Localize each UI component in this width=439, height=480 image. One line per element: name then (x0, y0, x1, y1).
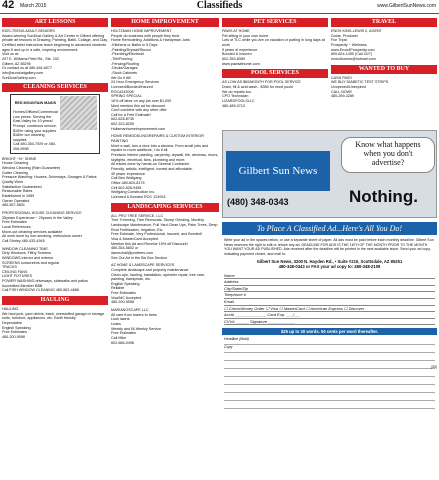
thirty-word-marker: (30) (430, 365, 437, 370)
payment-options[interactable]: ☐ Check/Money Order ☐ Visa ☐ MasterCard ☐ American Express ☐ Discover (224, 306, 435, 313)
paws-at-home-ad: PAWS AT HOME Pet sitting in your own home Lots of TLC while you are on vacation or putting in long days at work 9 years of experience Bonded & Insured 602-359-8389 www.pawsathome.com (222, 29, 325, 66)
form-instructions: Write your ad in the spaces below, or use a separate sheet of paper. All ads must be paid before each monthly deadline. Gilbert Sun News reserves the right to edit or refuse any ad. DEADLINE FOR ADS IS THE 16TH OF THE MONTH PRIOR TO THE MONTH YOU WANT YOUR AD PUBLISHED. Ads received after the deadline will be printed in the next available issue. Send your ad copy, indicating payment choice, and mail to: (224, 238, 434, 257)
promo-phone: (480) 348-0343 (227, 197, 289, 207)
page-number: 42 (2, 0, 15, 11)
window-cleaning-ad: WINDOW CLEANING TIME Dirty Windows, Filthy Screens WINDOWS interior and exterior SCREENS sunscreens and regular TRACKS CEILING FANS LIGHT FIXTURES POWER WASHING driveways, sidewalks and patios Accredited Member BBB Call FISH WINDOW CLEANING 480-562-4688 (2, 246, 88, 293)
column-1 (2, 16, 108, 343)
form-fields (224, 273, 435, 326)
section-title: Classifieds (196, 0, 243, 11)
ad-copy-grid[interactable] (224, 337, 435, 411)
issue-date: March 2015 (20, 3, 47, 9)
rate-banner: $25 up to 30 words. 50 cents per word thereafter. (222, 328, 437, 335)
wanted-header: WANTED TO BUY (331, 65, 437, 74)
all-pro-tree-ad: ALL PRO TREE SERVICE, LLC Tree Trimming, Tree Removals, Stump Grinding, Monthly Landscape Maintenance, Full Yard Clean Ups, Palm Trees, Deep Root Fertilization, Irrigation, Etc. Free Estimate, Very Professional, Insured, and Bonded! Visa & MasterCard Accepted Mention this Ad and Receive 15% off Discount! 480-354-5802 or danmchall@protrees.com See Our Ad in the Biz Box Section (111, 213, 218, 260)
website-url: www.GilbertSunNews.com (377, 3, 436, 9)
address-field[interactable]: Address (224, 279, 435, 286)
art-lessons-ad: KIDS-TEENS-ADULT-SENIORS Award-winning SunDust Gallery & Art Center in Gilbert offering private art lessons in Drawing, Painting, Batik, Collage, and Clay. Certified artist instructors teach beginning to advanced students ages 6 and up in a safe, inspiring environment. Visit us at: 207 E. Williams Field Rd., Ste. 102 Gilbert, AZ 85295 Or contact us at 480-464-6077 info@sundustgallery.com SunDustGallery.com (2, 29, 108, 80)
email-field[interactable]: Email (224, 299, 435, 306)
marianoscape-ad: MARIANOSCAPE LLC All care from towers to trees Lush lawns Leaks Weekly and Bi-Weekly Service Free Estimates Call Mike 602-686-0498 (111, 308, 162, 345)
pool-service-ad: AS LOW AS $60/MONTH FOR POOL SERVICE Drain, fill & acid wash - $350 for most pools We do repairs too. CPO Technician LIZARDPOOLSLLC 480-489-0713 (222, 80, 301, 108)
hauling-header: HAULING (2, 296, 108, 305)
maid-photo (60, 96, 97, 130)
red-mountain-maids-ad (10, 94, 100, 154)
home-improvement-header: HOME IMPROVEMENT (111, 18, 219, 27)
az-home-landscape-ad: AZ HOME & LANDSCAPE SERVICES Complete landscape and property maintenance Clean-ups, hauling, installation, sprinkler repair, tree care, painting, handyman, etc. English Speaking Reliable Free Estimates Visa/MC Accepted 480-200-9598 (111, 263, 206, 305)
wolfgang-ad: HOME REMODELING/REPAIRS & CUSTOM INTERIOR PAINTING More a wall, turn a door into a window. From small jobs and repairs to room additions, I do it all. Precision interior painting, carpentry, drywall, tile, windows, doors, skylights, electrical, fans, plumbing and more. All trades done by hands-on General Contractor Friendly, artistic, intelligent, honest and affordable. 40 years' experience. Call Ben Wolfgang Office 480-820-8175 Cell 602-628-9455 Wolfgang Construction Inc. Licensed & Bonded ROC 124934 (111, 134, 219, 199)
promo-ad (222, 130, 437, 218)
promo-speech-bubble: Know what happens when you don't advertise? (341, 137, 435, 173)
wanted-ad: CASH PAID! WE BUY DIABETIC TEST STRIPS. Unopened/Unexpired CALL NOW!! 480-269-3289 (331, 75, 390, 99)
form-address: Gilbert Sun News, 3200 N. Hayden Rd., • Suite #210, Scottsdale, AZ 85251 480-348-0343 or FAX your ad copy to: 480-348-2109 (256, 258, 403, 270)
maid-text: Homes/Offices/Commercial Low prices. Serving the East Valley for 10 years! Prompt, courteous service. $15/hr using your supplies $18/hr our cleaning supplies Call 480-354-7929 or 480-206-9998 (13, 110, 58, 152)
copy-label: Copy (224, 345, 233, 350)
form-title: To Place A Classified Ad...Here's All You Do! (222, 222, 437, 235)
pool-services-header: POOL SERVICES (222, 69, 328, 78)
maid-title: RED MOUNTAIN MAIDS (14, 100, 57, 105)
column-4 (331, 16, 437, 102)
column-3 (222, 16, 328, 111)
travel-header: TRAVEL (331, 18, 437, 27)
landscaping-header: LANDSCAPING SERVICES (111, 203, 219, 212)
professional-cleaning-ad: PROFESSIONAL HOUSE CLEANING SERVICE 35years Experience ~ 20years in the Valley Free Estimates Local References Move-out cleaning services available All work done by non-smoking, meticulous owner Call Shirley 480-433-4945 (2, 210, 82, 243)
travel-ad: ENOS KING-LEWIS II, AGENT Guide, Producer Fun Trips! Prosperity ~ Wellness www.Enos4Prosperity.com 800-824-1450 (Call 24/7) enos4homes@hotmail.com (331, 29, 382, 61)
column-2 (111, 16, 219, 348)
promo-punchline: Nothing. (349, 187, 418, 206)
art-lessons-header: ART LESSONS (2, 18, 108, 27)
bright-n-shine-ad: BRIGHT ~N~ SHINE House Cleaning Window Cleaning (Rain Guarantee) Gutter Cleaning Pressure Washing: Houses, Driveways, Garages & Patios Quality Work Satisfaction Guaranteed Reasonable Rates Established in 1989 Owner Operated 480-557-0831 (2, 156, 97, 208)
holtzman-ad: HOLTZMAN HOME IMPROVEMENT People do business with people they trust Home Remodeling, Additions & Handyman Jobs -Kitchens or Baths in 5 Days -Painting/Drywall/Stucco -Plumbing/Electrical -Tile/Flooring -Fencing/Roofing -Decks/Garages -Stock Cabinets We Do it All! 24 Hour Emergency Services Licensed/Bonded/Insured ROC#242008 SPRING SPECIAL 10% off labor on any job over $1,000 Must mention this ad for discount Can't combine with any other offer Call for a Free Estimate! 602-628-8735 602-323-8255 Holtzmanhomeimprovement.com (111, 29, 190, 131)
promo-brand: Gilbert Sun News (226, 151, 330, 191)
pet-services-header: PET SERVICES (222, 18, 328, 27)
page-header (0, 0, 439, 14)
city-state-zip-field[interactable]: City/State/Zip (224, 286, 435, 293)
hauling-ad: HAULING We haul junk, yard debris, trash, overstuffed garage or storage units, furniture, appliances, etc. Earth friendly Dependable English Speaking Free Estimates 480-200-9598 (2, 307, 105, 340)
headline-label: Headline (Bold) (224, 337, 249, 342)
cleaning-header: CLEANING SERVICES (2, 83, 108, 92)
name-field[interactable]: Name (224, 273, 435, 280)
cvv-signature-field[interactable]: CVV# ______ Signature ____________ (224, 319, 435, 326)
classified-order-form (222, 222, 437, 447)
card-number-field[interactable]: Acct# ______________ Card Exp. ___/___ (224, 312, 435, 319)
telephone-field[interactable]: Telephone # (224, 292, 435, 299)
